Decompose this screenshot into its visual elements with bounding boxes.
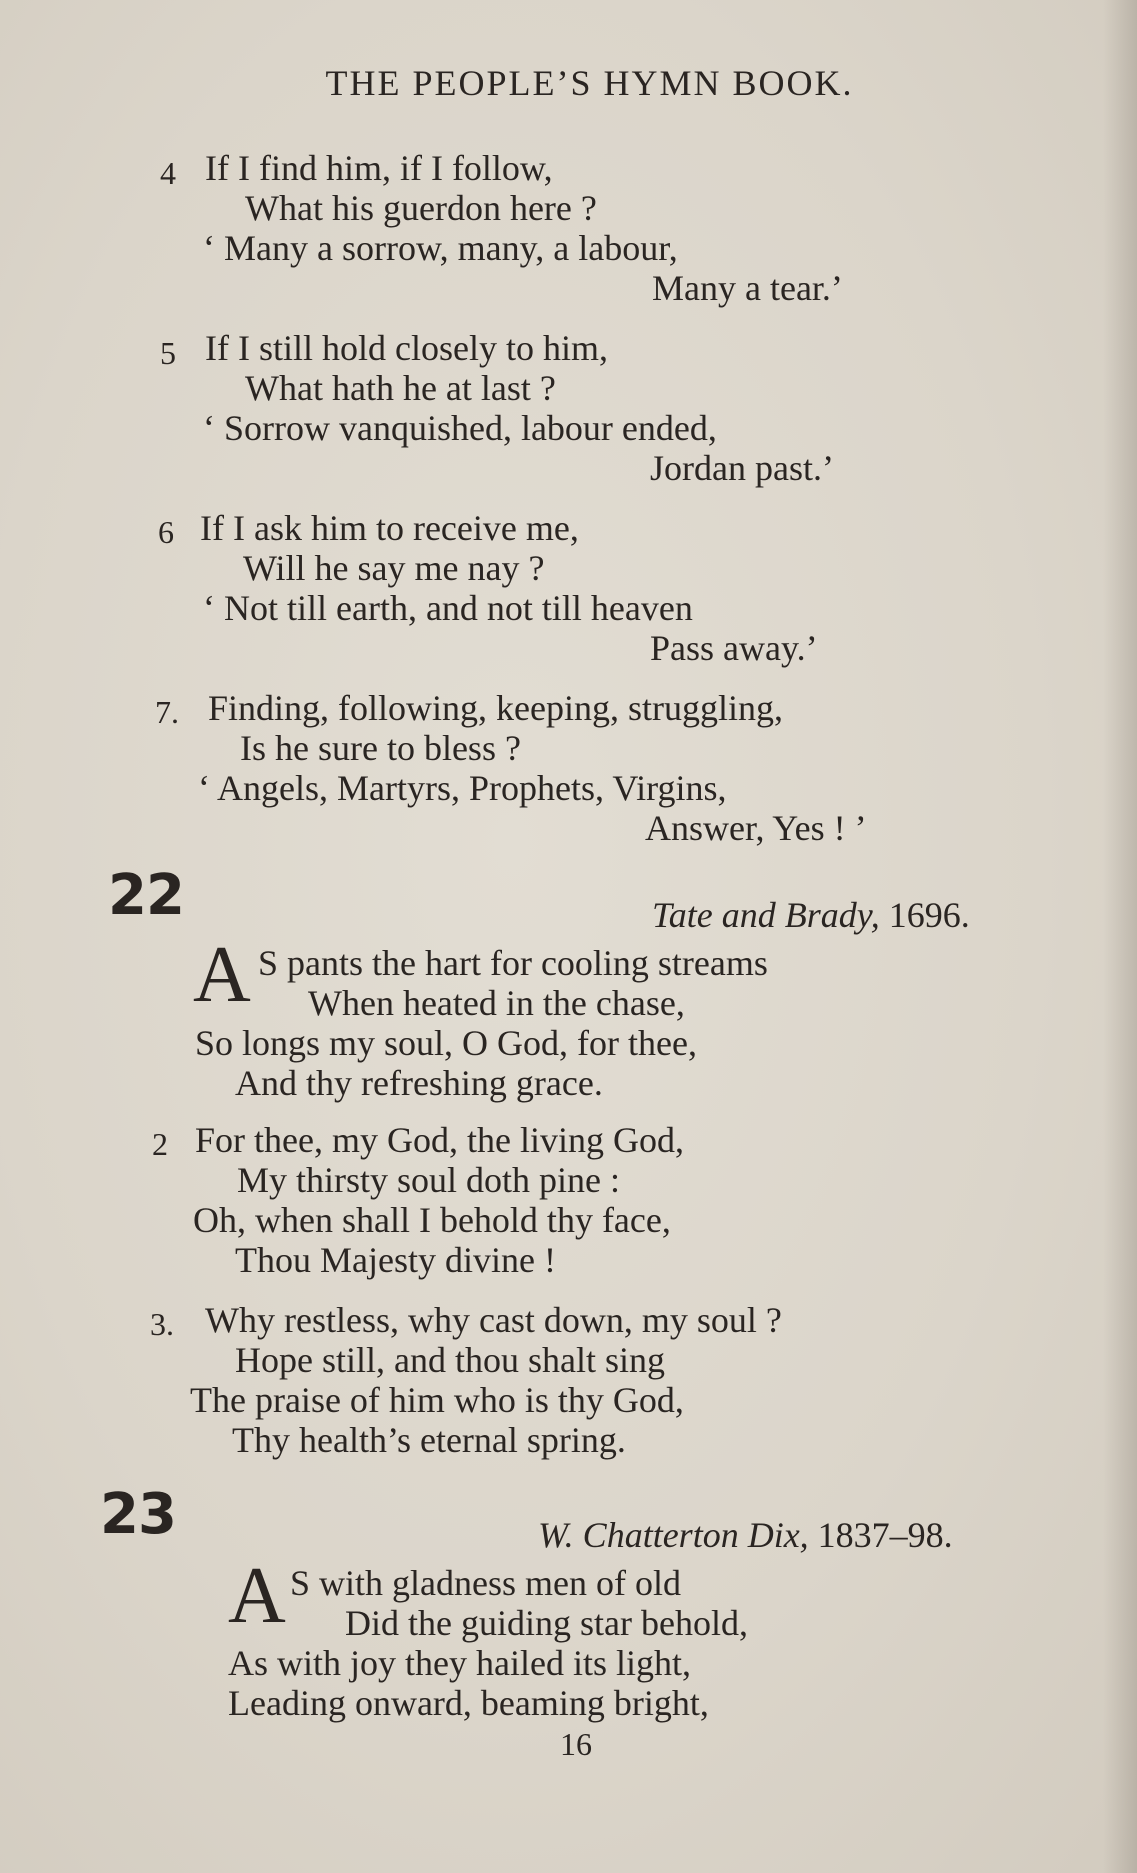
author-name: W. Chatterton Dix,	[538, 1515, 809, 1555]
verse-line: ‘ Sorrow vanquished, labour ended,	[203, 408, 717, 448]
verse-line: Why restless, why cast down, my soul ?	[205, 1300, 782, 1340]
hymn-number: 22	[108, 863, 184, 928]
verse-line: Thy health’s eternal spring.	[232, 1420, 626, 1460]
verse-number: 6	[158, 514, 174, 550]
verse-line: So longs my soul, O God, for thee,	[195, 1023, 697, 1063]
drop-cap: A	[228, 1552, 286, 1640]
verse-line: What his guerdon here ?	[245, 188, 597, 228]
verse-line: For thee, my God, the living God,	[195, 1120, 684, 1160]
verse-line: Many a tear.’	[652, 268, 843, 308]
running-header: THE PEOPLE’S HYMN BOOK.	[325, 63, 854, 103]
verse-line: Answer, Yes ! ’	[645, 808, 867, 848]
drop-cap: A	[193, 931, 251, 1019]
author-name: Tate and Brady,	[652, 895, 880, 935]
verse-line: Thou Majesty divine !	[235, 1240, 556, 1280]
verse-line: ‘ Not till earth, and not till heaven	[203, 588, 693, 628]
verse-number: 2	[152, 1126, 168, 1162]
verse-line: My thirsty soul doth pine :	[237, 1160, 621, 1200]
verse-line: Pass away.’	[650, 628, 818, 668]
verse-line: Will he say me nay ?	[243, 548, 545, 588]
hymn-number: 23	[100, 1482, 176, 1547]
hymn-author	[652, 897, 970, 933]
verse-line: As with joy they hailed its light,	[228, 1643, 691, 1683]
verse-line: Is he sure to bless ?	[240, 728, 521, 768]
verse-number: 3.	[150, 1306, 174, 1342]
page-number: 16	[560, 1726, 592, 1762]
author-year: 1837–98.	[817, 1515, 953, 1555]
verse-line: And thy refreshing grace.	[235, 1063, 603, 1103]
verse-line: Oh, when shall I behold thy face,	[193, 1200, 671, 1240]
verse-line: If I find him, if I follow,	[205, 148, 553, 188]
verse-number: 7.	[155, 694, 179, 730]
verse-line: What hath he at last ?	[245, 368, 556, 408]
verse-line: ‘ Angels, Martyrs, Prophets, Virgins,	[198, 768, 727, 808]
verse-line: The praise of him who is thy God,	[190, 1380, 684, 1420]
hymn-author	[538, 1517, 953, 1553]
verse-number: 5	[160, 335, 176, 371]
verse-line: ‘ Many a sorrow, many, a labour,	[203, 228, 678, 268]
verse-line: If I still hold closely to him,	[205, 328, 608, 368]
verse-line: Did the guiding star behold,	[345, 1603, 748, 1643]
author-year: 1696.	[888, 895, 970, 935]
verse-line: Jordan past.’	[650, 448, 834, 488]
verse-number: 4	[160, 155, 176, 191]
verse-line: If I ask him to receive me,	[200, 508, 579, 548]
verse-line: S pants the hart for cooling streams	[258, 943, 768, 983]
verse-line: When heated in the chase,	[308, 983, 685, 1023]
verse-line: Leading onward, beaming bright,	[228, 1683, 709, 1723]
verse-line: Finding, following, keeping, struggling,	[208, 688, 783, 728]
verse-line: Hope still, and thou shalt sing	[235, 1340, 665, 1380]
verse-line: S with gladness men of old	[290, 1563, 681, 1603]
